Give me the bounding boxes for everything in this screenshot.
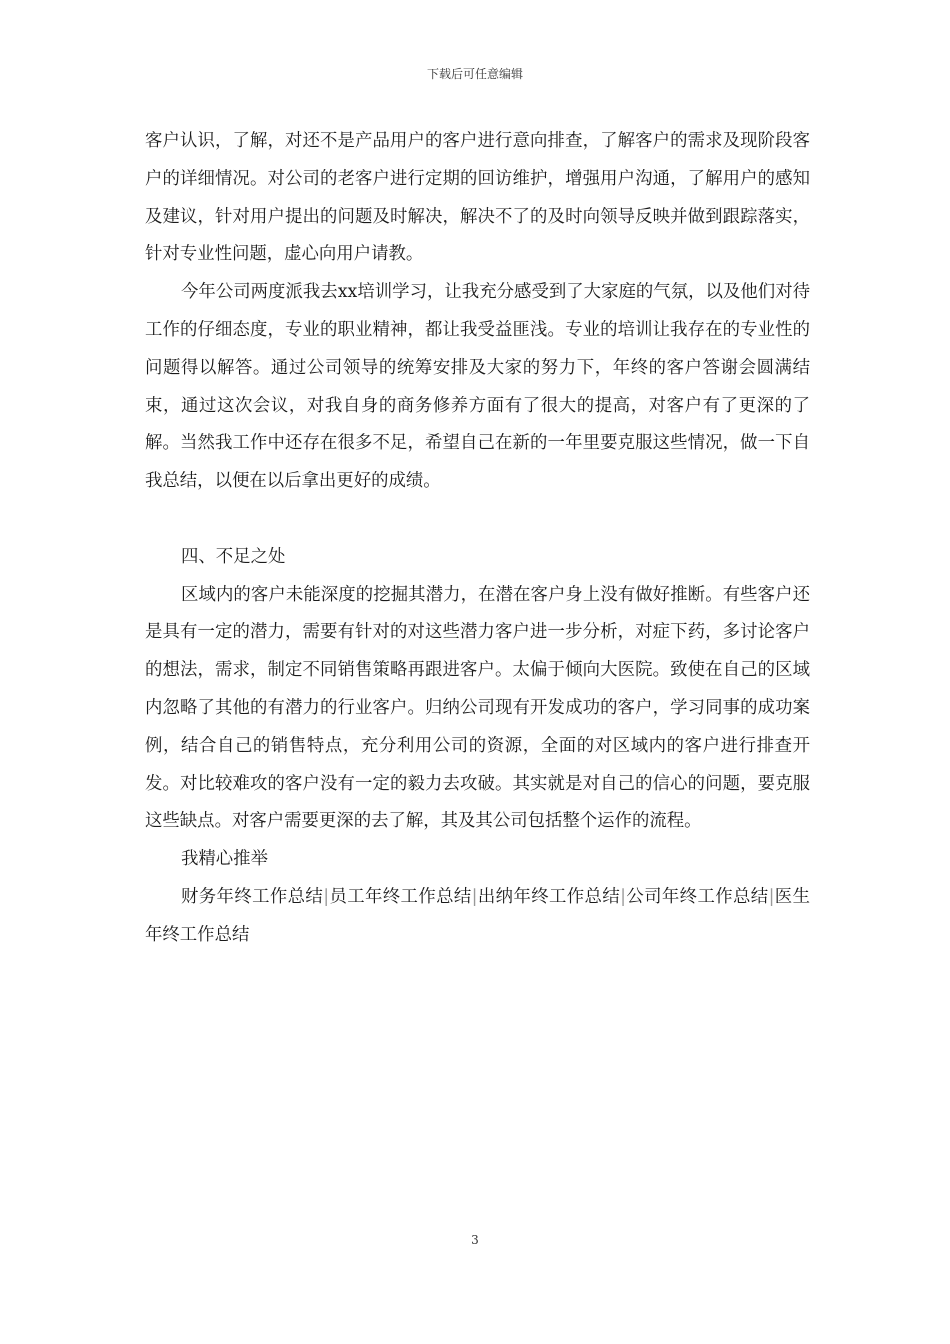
link-company-summary[interactable]: 公司年终工作总结: [625, 886, 769, 907]
link-cashier-summary[interactable]: 出纳年终工作总结: [477, 886, 621, 907]
recommend-label: 我精心推举: [181, 849, 268, 870]
paragraph-shortcomings: 区域内的客户未能深度的挖掘其潜力，在潜在客户身上没有做好推断。有些客户还是具有一定的潜力，需要有针对的对这些潜力客户进一步分析，对症下药，多讨论客户的想法，需求，制定不同销售策略再跟进客户。太偏于倾向大医院。致使在自己的区域内忽略了其他的有潜力的行业客户。归纳公司现有开发成功的客户，学习同事的成功案例，结合自己的销售特点，充分利用公司的资源，全面的对区域内的客户进行排查开发。对比较难攻的客户没有一定的毅力去攻破。其实就是对自己的信心的问题，要克服这些缺点。对客户需要更深的去了解，其及其公司包括整个运作的流程。: [145, 584, 810, 832]
page-header: 下载后可任意编辑: [426, 67, 523, 81]
link-separator: |: [323, 886, 330, 907]
paragraph-training: 今年公司两度派我去xx培训学习，让我充分感受到了大家庭的气氛，以及他们对待工作的仔细态度，专业的职业精神，都让我受益匪浅。专业的培训让我存在的专业性的问题得以解答。通过公司领导的统筹安排及大家的努力下，年终的客户答谢会圆满结束，通过这次会议，对我自身的商务修养方面有了很大的提高，对客户有了更深的了解。当然我工作中还存在很多不足，希望自己在新的一年里要克服这些情况，做一下自我总结，以便在以后拿出更好的成绩。: [145, 282, 810, 492]
document-body: [145, 123, 810, 955]
page-number: 3: [471, 1233, 479, 1247]
section-heading-shortcomings: 四、不足之处: [181, 546, 286, 567]
link-separator: |: [471, 886, 478, 907]
link-separator: |: [620, 886, 626, 907]
link-doctor-summary[interactable]: 医生年终工作总结: [145, 886, 810, 945]
related-links: [145, 879, 810, 955]
link-employee-summary[interactable]: 员工年终工作总结: [329, 886, 472, 907]
paragraph-customer-contact: 客户认识，了解，对还不是产品用户的客户进行意向排查，了解客户的需求及现阶段客户的详细情况。对公司的老客户进行定期的回访维护，增强用户沟通，了解用户的感知及建议，针对用户提出的问题及时解决，解决不了的及时向领导反映并做到跟踪落实，针对专业性问题，虚心向用户请教。: [145, 131, 810, 265]
link-separator: |: [768, 886, 775, 907]
paragraph-spacer: [145, 501, 810, 539]
link-finance-summary[interactable]: 财务年终工作总结: [181, 886, 324, 907]
